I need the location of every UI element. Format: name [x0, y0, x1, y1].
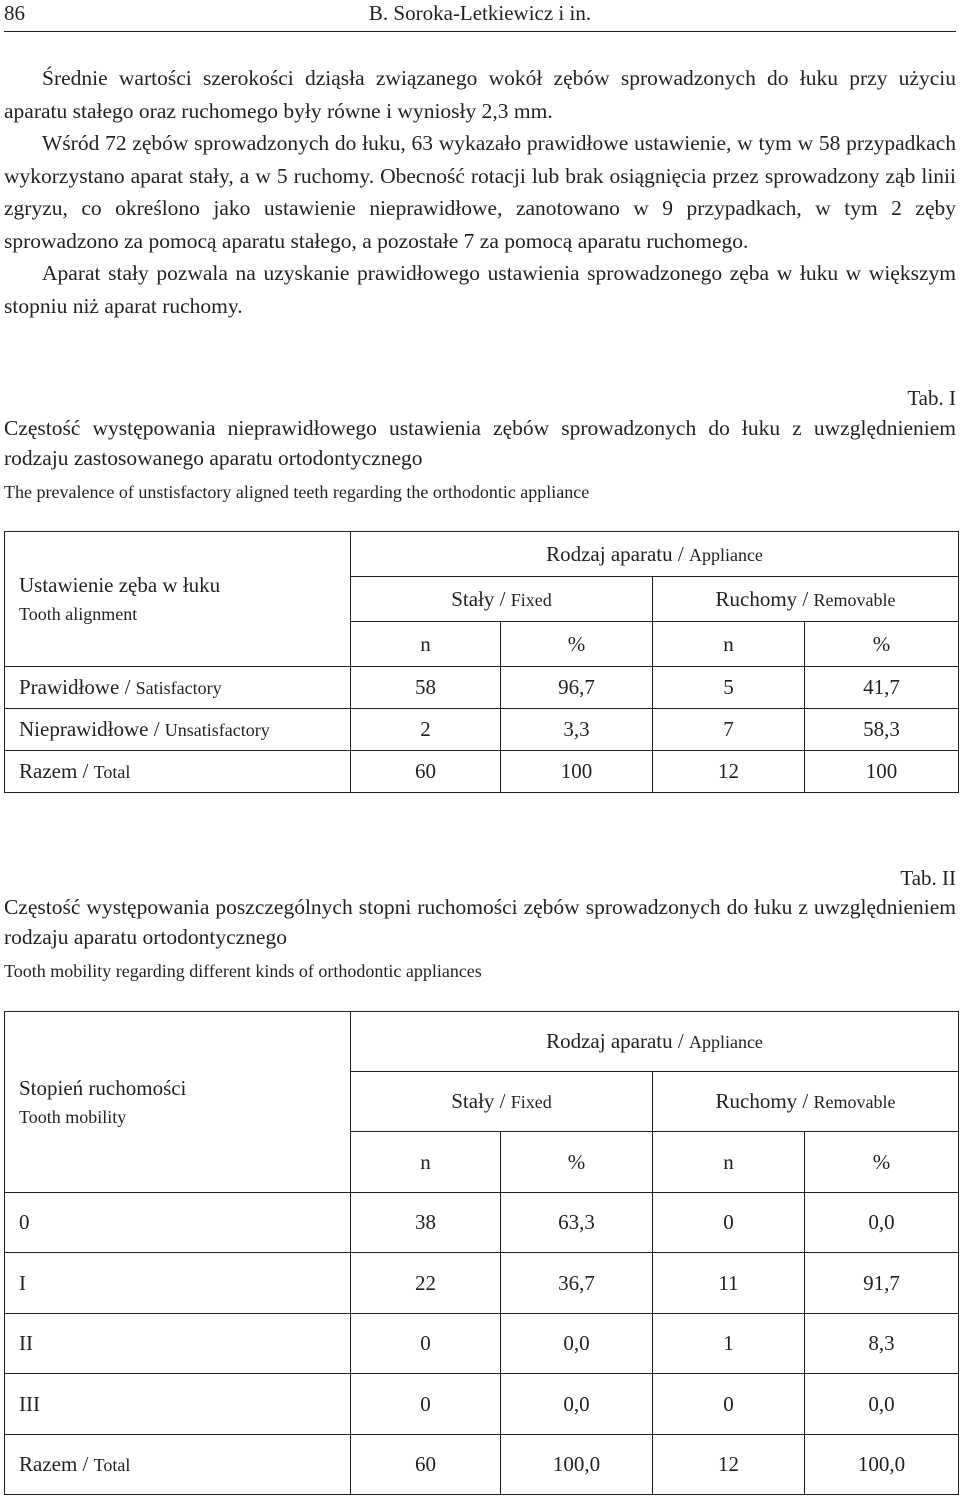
cell: 96,7	[501, 667, 653, 709]
running-head	[4, 0, 956, 30]
cell: 100	[501, 751, 653, 793]
cell: 91,7	[805, 1253, 959, 1314]
table2-label: Tab. II	[900, 866, 956, 890]
table-row	[5, 1193, 959, 1253]
table1-col-fixed: Stały / Fixed	[351, 577, 653, 622]
cell: 0,0	[805, 1374, 959, 1435]
cell: 41,7	[805, 667, 959, 709]
row-label: Razem / Total	[5, 751, 351, 793]
body-text	[4, 62, 956, 322]
cell: 0	[351, 1314, 501, 1374]
table2-sub-pct: %	[805, 1132, 959, 1193]
cell: 60	[351, 751, 501, 793]
table-row	[5, 1435, 959, 1495]
row-label: III	[5, 1374, 351, 1435]
cell: 0,0	[805, 1193, 959, 1253]
row-label: II	[5, 1314, 351, 1374]
table2-sub-pct: %	[501, 1132, 653, 1193]
cell: 0	[653, 1374, 805, 1435]
table-row	[5, 1374, 959, 1435]
table-row	[5, 1253, 959, 1314]
body-paragraph: Aparat stały pozwala na uzyskanie prawidłowego ustawienia sprowadzonego zęba w łuku w większym stopniu niż aparat ruchomy.	[4, 261, 956, 318]
row-label: 0	[5, 1193, 351, 1253]
table2-row-header: Stopień ruchomości Tooth mobility	[5, 1012, 351, 1193]
cell: 0,0	[501, 1374, 653, 1435]
cell: 0	[653, 1193, 805, 1253]
table1-caption-pl: Częstość występowania nieprawidłowego ustawienia zębów sprowadzonych do łuku z uwzględnieniem rodzaju zastosowanego aparatu ortodontycznego	[4, 416, 956, 470]
table1-group-header: Rodzaj aparatu / Appliance	[351, 532, 959, 577]
row-label: Nieprawidłowe / Unsatisfactory	[5, 709, 351, 751]
row-label: Prawidłowe / Satisfactory	[5, 667, 351, 709]
cell: 2	[351, 709, 501, 751]
cell: 22	[351, 1253, 501, 1314]
cell: 8,3	[805, 1314, 959, 1374]
cell: 38	[351, 1193, 501, 1253]
cell: 1	[653, 1314, 805, 1374]
table2-caption-en: Tooth mobility regarding different kinds of orthodontic appliances	[4, 961, 482, 981]
table1-label: Tab. I	[907, 386, 956, 410]
cell: 63,3	[501, 1193, 653, 1253]
cell: 36,7	[501, 1253, 653, 1314]
page-number: 86	[4, 1, 25, 25]
table1-sub-pct: %	[805, 622, 959, 667]
table-row	[5, 709, 959, 751]
cell: 0,0	[501, 1314, 653, 1374]
cell: 100	[805, 751, 959, 793]
table2-sub-n: n	[351, 1132, 501, 1193]
body-paragraph: Średnie wartości szerokości dziąsła związanego wokół zębów sprowadzonych do łuku przy użyciu aparatu stałego oraz ruchomego były równe i wyniosły 2,3 mm.	[4, 66, 956, 123]
table-row	[5, 751, 959, 793]
table1-sub-n: n	[351, 622, 501, 667]
cell: 12	[653, 751, 805, 793]
cell: 58	[351, 667, 501, 709]
header-rule	[4, 31, 956, 32]
table2-col-fixed: Stały / Fixed	[351, 1072, 653, 1132]
cell: 3,3	[501, 709, 653, 751]
table1	[4, 531, 959, 793]
cell: 100,0	[501, 1435, 653, 1495]
row-label: I	[5, 1253, 351, 1314]
cell: 58,3	[805, 709, 959, 751]
table2	[4, 1011, 959, 1495]
table2-group-header: Rodzaj aparatu / Appliance	[351, 1012, 959, 1072]
table2-caption-pl: Częstość występowania poszczególnych stopni ruchomości zębów sprowadzonych do łuku z uwzględnieniem rodzaju aparatu ortodontycznego	[4, 895, 956, 949]
table2-sub-n: n	[653, 1132, 805, 1193]
row-label: Razem / Total	[5, 1435, 351, 1495]
running-head-authors: B. Soroka-Letkiewicz i in.	[368, 1, 592, 25]
table1-col-removable: Ruchomy / Removable	[653, 577, 959, 622]
body-paragraph: Wśród 72 zębów sprowadzonych do łuku, 63 wykazało prawidłowe ustawienie, w tym w 58 przypadkach wykorzystano aparat stały, a w 5 ruchomy. Obecność rotacji lub brak osiągnięcia przez sprowadzony ząb linii zgryzu, co określono jako ustawienie nieprawidłowe, zanotowano w 9 przypadkach, w tym 2 zęby sprowadzono za pomocą aparatu stałego, a pozostałe 7 za pomocą aparatu ruchomego.	[4, 131, 956, 253]
cell: 7	[653, 709, 805, 751]
cell: 100,0	[805, 1435, 959, 1495]
cell: 11	[653, 1253, 805, 1314]
cell: 60	[351, 1435, 501, 1495]
cell: 0	[351, 1374, 501, 1435]
cell: 12	[653, 1435, 805, 1495]
table1-caption-en: The prevalence of unstisfactory aligned teeth regarding the orthodontic appliance	[4, 482, 590, 502]
table-row	[5, 1314, 959, 1374]
table1-row-header: Ustawienie zęba w łuku Tooth alignment	[5, 532, 351, 667]
table1-sub-n: n	[653, 622, 805, 667]
table1-sub-pct: %	[501, 622, 653, 667]
cell: 5	[653, 667, 805, 709]
table-row	[5, 667, 959, 709]
table2-col-removable: Ruchomy / Removable	[653, 1072, 959, 1132]
